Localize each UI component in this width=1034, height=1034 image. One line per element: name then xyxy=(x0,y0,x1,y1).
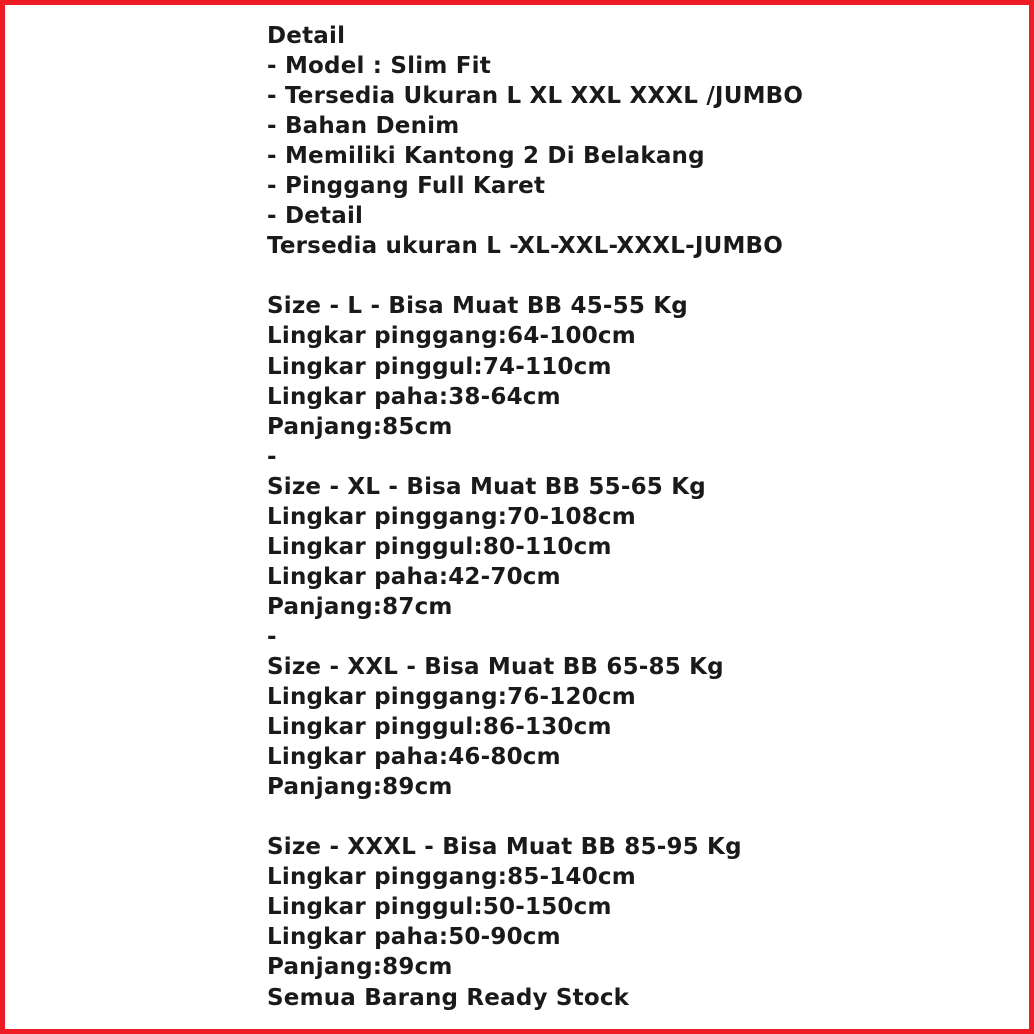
feature-sizes: - Tersedia Ukuran L XL XXL XXXL /JUMBO xyxy=(267,83,804,110)
size-xxl-hip: Lingkar pinggul:86-130cm xyxy=(267,714,612,741)
size-xxxl-length: Panjang:89cm xyxy=(267,954,453,981)
available-sizes: Tersedia ukuran L -XL-XXL-XXXL-JUMBO xyxy=(267,233,784,260)
feature-pockets: - Memiliki Kantong 2 Di Belakang xyxy=(267,143,705,170)
product-detail-text xyxy=(267,21,803,1013)
size-l-length: Panjang:85cm xyxy=(267,413,453,440)
size-l-waist: Lingkar pinggang:64-100cm xyxy=(267,323,636,350)
size-l-separator: - xyxy=(267,443,277,470)
size-xl-waist: Lingkar pinggang:70-108cm xyxy=(267,503,636,530)
size-l-hip: Lingkar pinggul:74-110cm xyxy=(267,353,612,380)
size-xl-heading: Size - XL - Bisa Muat BB 55-65 Kg xyxy=(267,473,706,500)
size-xl-length: Panjang:87cm xyxy=(267,593,453,620)
size-xl-separator: - xyxy=(267,623,277,650)
feature-material: - Bahan Denim xyxy=(267,113,460,140)
size-xxxl-hip: Lingkar pinggul:50-150cm xyxy=(267,894,612,921)
size-xxxl-thigh: Lingkar paha:50-90cm xyxy=(267,924,561,951)
size-xxl-thigh: Lingkar paha:46-80cm xyxy=(267,744,561,771)
size-xxxl-waist: Lingkar pinggang:85-140cm xyxy=(267,864,636,891)
size-xl-thigh: Lingkar paha:42-70cm xyxy=(267,563,561,590)
size-xxl-length: Panjang:89cm xyxy=(267,774,453,801)
size-l-thigh: Lingkar paha:38-64cm xyxy=(267,383,561,410)
size-l-heading: Size - L - Bisa Muat BB 45-55 Kg xyxy=(267,293,688,320)
size-xl-hip: Lingkar pinggul:80-110cm xyxy=(267,533,612,560)
feature-model: - Model : Slim Fit xyxy=(267,53,491,80)
detail-title: Detail xyxy=(267,23,346,49)
size-xxl-waist: Lingkar pinggang:76-120cm xyxy=(267,684,636,711)
spacer xyxy=(267,261,803,291)
feature-detail: - Detail xyxy=(267,203,364,230)
spacer xyxy=(267,802,803,832)
size-xxl-heading: Size - XXL - Bisa Muat BB 65-85 Kg xyxy=(267,653,724,680)
size-xxxl-heading: Size - XXXL - Bisa Muat BB 85-95 Kg xyxy=(267,834,742,861)
stock-note: Semua Barang Ready Stock xyxy=(267,984,630,1011)
feature-waistband: - Pinggang Full Karet xyxy=(267,173,546,200)
